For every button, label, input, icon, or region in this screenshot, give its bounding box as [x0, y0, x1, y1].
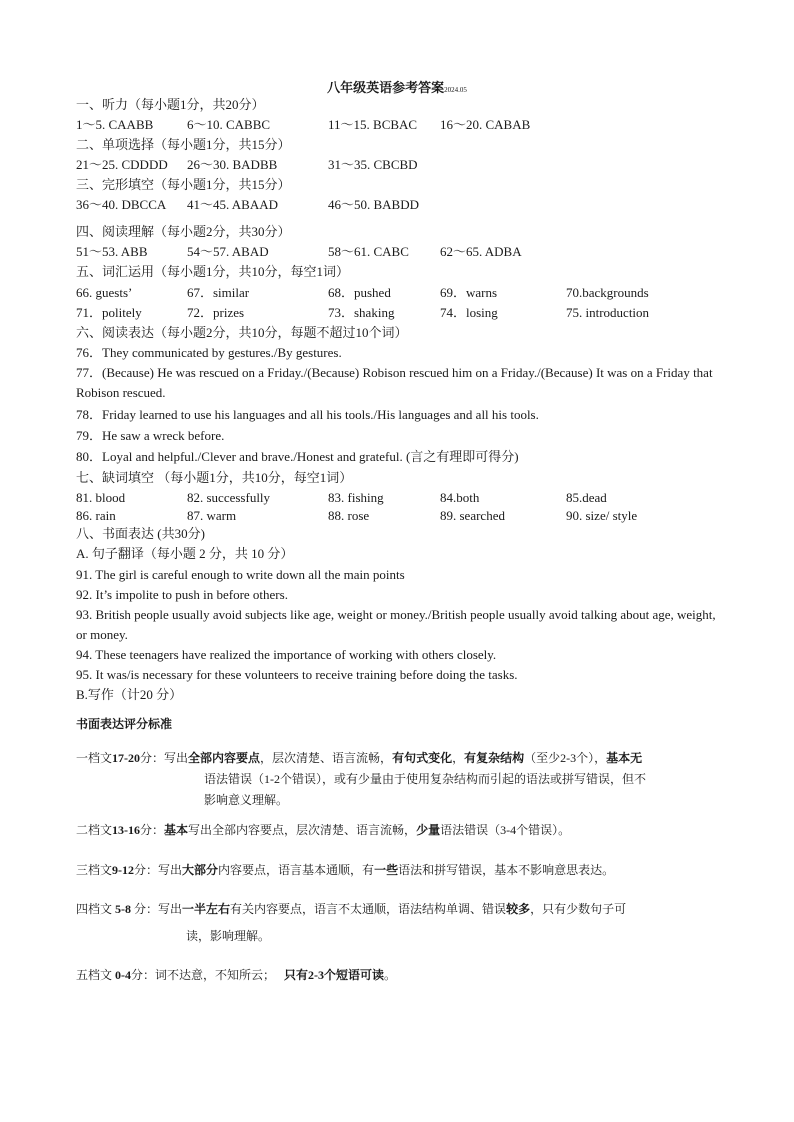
- section-6-heading: 六、阅读表达（每小题2分，共10分，每题不超过10个词）: [76, 325, 408, 340]
- answer: 58～61. CABC: [328, 244, 409, 259]
- grade-4-line-2: 读，影响理解。: [186, 929, 271, 943]
- answer: 62～65. ADBA: [440, 244, 522, 259]
- page-title: 八年级英语参考答案2024.05: [327, 80, 467, 95]
- answer: 89. searched: [440, 508, 505, 523]
- answer-95: 95. It was/is necessary for these volunteers to receive training before doing the tasks.: [76, 667, 518, 682]
- answer: 67．similar: [187, 285, 250, 300]
- answer-94: 94. These teenagers have realized the importance of working with others closely.: [76, 647, 497, 662]
- answer: 6～10. CABBC: [187, 117, 271, 132]
- answer-79: 79．He saw a wreck before.: [76, 428, 225, 443]
- answer: 88. rose: [328, 508, 370, 523]
- grade-3: 三档文9-12分：写出大部分内容要点，语言基本通顺，有一些语法和拼写错误，基本不影响意思表达。: [76, 863, 615, 877]
- grade-1: 一档文17-20分：写出全部内容要点，层次清楚、语言流畅，有句式变化，有复杂结构（至少2-3个），基本无: [76, 751, 643, 765]
- answer: 90. size/ style: [566, 508, 638, 523]
- section-4-heading: 四、阅读理解（每小题2分，共30分）: [76, 224, 291, 239]
- criteria-heading: 书面表达评分标准: [76, 717, 173, 731]
- answer: 36～40. DBCCA: [76, 197, 167, 212]
- section-1-heading: 一、听力（每小题1分，共20分）: [76, 97, 265, 112]
- answer: 21～25. CDDDD: [76, 157, 168, 172]
- answer: 85.dead: [566, 490, 607, 505]
- section-8-heading: 八、书面表达 (共30分): [76, 526, 205, 541]
- section-2-heading: 二、单项选择（每小题1分，共15分）: [76, 137, 291, 152]
- answer: 16～20. CABAB: [440, 117, 531, 132]
- answer-92: 92. It’s impolite to push in before others.: [76, 587, 288, 602]
- section-3-heading: 三、完形填空（每小题1分，共15分）: [76, 177, 291, 192]
- answer: 41～45. ABAAD: [187, 197, 279, 212]
- grade-4: 四档文 5-8 分：写出一半左右有关内容要点，语言不太通顺，语法结构单调、错误较多，只有少数句子可: [76, 902, 627, 916]
- answer: 68．pushed: [328, 285, 391, 300]
- answer: 71．politely: [76, 305, 142, 320]
- answer: 46～50. BABDD: [328, 197, 420, 212]
- answer: 69．warns: [440, 285, 498, 300]
- grade-1-line-2: 语法错误（1-2个错误），或有少量由于使用复杂结构而引起的语法或拼写错误，但不: [204, 772, 646, 786]
- answer: 74．losing: [440, 305, 498, 320]
- answer-80: 80．Loyal and helpful./Clever and brave./Honest and grateful. (言之有理即可得分): [76, 449, 519, 464]
- answer: 66. guests’: [76, 285, 133, 300]
- sub-heading-b: B.写作（计20 分）: [76, 687, 183, 702]
- answer: 1～5. CAABB: [76, 117, 154, 132]
- answer: 81. blood: [76, 490, 126, 505]
- answer: 26～30. BADBB: [187, 157, 278, 172]
- answer: 82. successfully: [187, 490, 271, 505]
- answer: 51～53. ABB: [76, 244, 148, 259]
- answer: 72．prizes: [187, 305, 245, 320]
- answer-91: 91. The girl is careful enough to write down all the main points: [76, 567, 405, 582]
- answer: 11～15. BCBAC: [328, 117, 418, 132]
- answer-77: 77．(Because) He was rescued on a Friday./(Because) Robison rescued him on a Friday./(Because) It was on a Friday that Robison rescued.: [76, 365, 713, 400]
- answer: 70.backgrounds: [566, 285, 649, 300]
- answer-93: 93. British people usually avoid subjects like age, weight or money./British people usually avoid talking about age, weight, or money.: [76, 607, 716, 642]
- grade-5: 五档文 0-4分：词不达意，不知所云； 只有2-3个短语可读。: [76, 968, 397, 982]
- answer-78: 78．Friday learned to use his languages and all his tools./His languages and all his tools.: [76, 407, 539, 422]
- answer: 73．shaking: [328, 305, 395, 320]
- grade-1-line-3: 影响意义理解。: [204, 793, 289, 807]
- answer-76: 76．They communicated by gestures./By gestures.: [76, 345, 342, 360]
- section-7-heading: 七、缺词填空 （每小题1分，共10分，每空1词）: [76, 470, 353, 485]
- answer: 31～35. CBCBD: [328, 157, 418, 172]
- answer: 75. introduction: [566, 305, 650, 320]
- sub-heading-a: A. 句子翻译（每小题 2 分，共 10 分）: [76, 546, 294, 561]
- section-5-heading: 五、词汇运用（每小题1分，共10分，每空1词）: [76, 264, 350, 279]
- date-label: 2024.05: [444, 86, 467, 94]
- answer: 86. rain: [76, 508, 116, 523]
- answer: 54～57. ABAD: [187, 244, 269, 259]
- grade-2: 二档文13-16分：基本写出全部内容要点，层次清楚、语言流畅，少量语法错误（3-4个错误）。: [76, 823, 571, 837]
- answer: 87. warm: [187, 508, 237, 523]
- answer: 83. fishing: [328, 490, 384, 505]
- answer: 84.both: [440, 490, 480, 505]
